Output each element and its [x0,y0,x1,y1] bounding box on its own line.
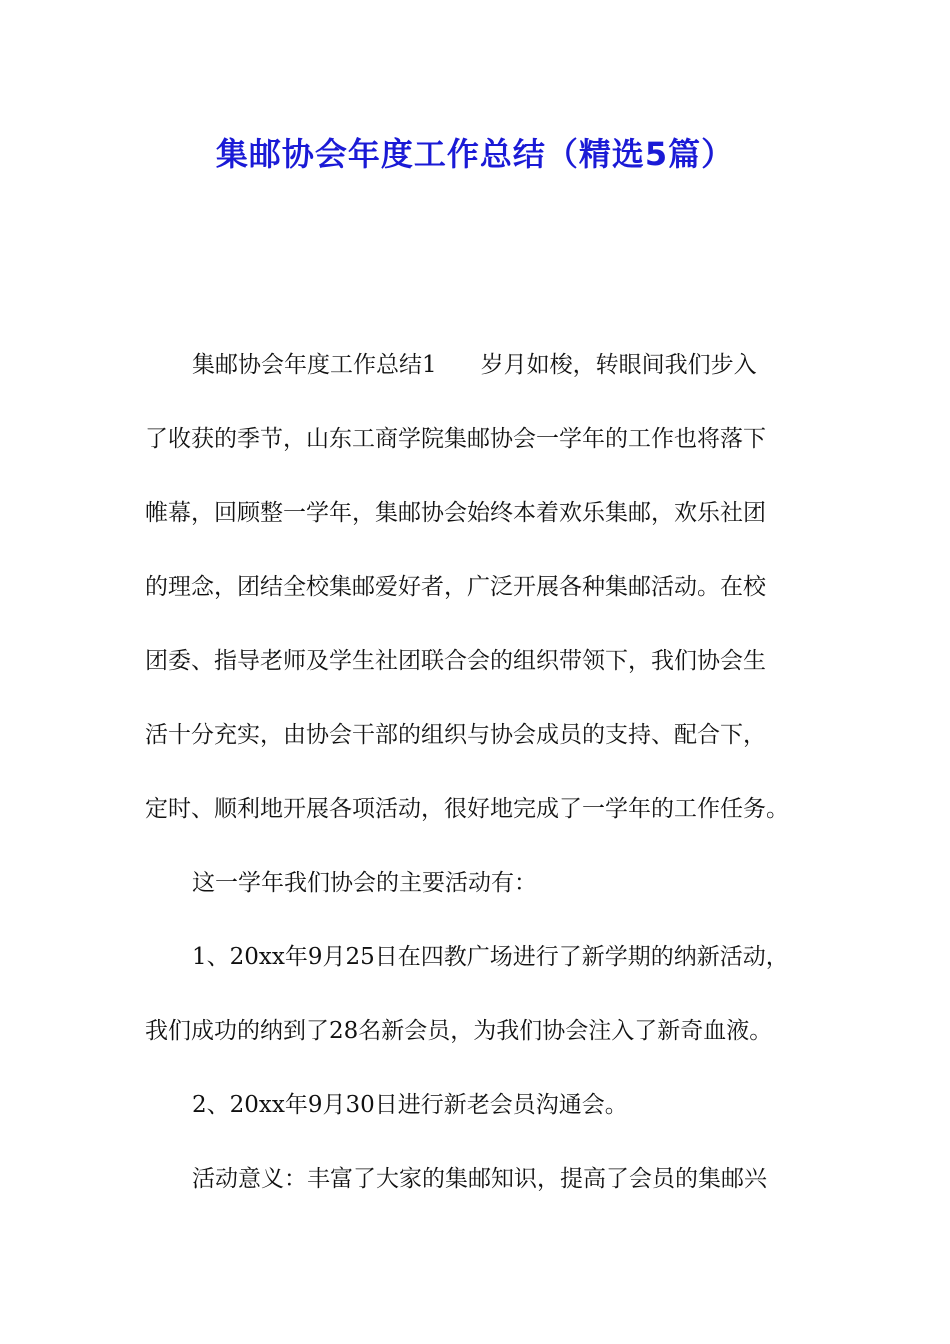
document-body [145,328,810,1216]
text-line: 帷幕，回顾整一学年，集邮协会始终本着欢乐集邮，欢乐社团 [145,500,766,526]
text-line [145,328,810,402]
document-title: 集邮协会年度工作总结（精选5篇） [215,135,735,173]
text-line: 这一学年我们协会的主要活动有： [192,870,537,896]
paragraph-text: 岁月如梭，转眼间我们步入 [480,352,757,378]
text-line: 活十分充实，由协会干部的组织与协会成员的支持、配合下， [145,722,766,748]
section-heading: 集邮协会年度工作总结1 [192,352,437,378]
text-line: 活动意义：丰富了大家的集邮知识，提高了会员的集邮兴 [192,1166,767,1192]
text-line: 定时、顺利地开展各项活动，很好地完成了一学年的工作任务。 [145,796,789,822]
text-line: 2、20xx年9月30日进行新老会员沟通会。 [192,1092,628,1118]
text-line: 我们成功的纳到了28名新会员，为我们协会注入了新奇血液。 [145,1018,773,1044]
text-line: 了收获的季节，山东工商学院集邮协会一学年的工作也将落下 [145,426,766,452]
text-line: 团委、指导老师及学生社团联合会的组织带领下，我们协会生 [145,648,766,674]
text-line: 1、20xx年9月25日在四教广场进行了新学期的纳新活动， [192,944,789,970]
text-line: 的理念，团结全校集邮爱好者，广泛开展各种集邮活动。在校 [145,574,766,600]
